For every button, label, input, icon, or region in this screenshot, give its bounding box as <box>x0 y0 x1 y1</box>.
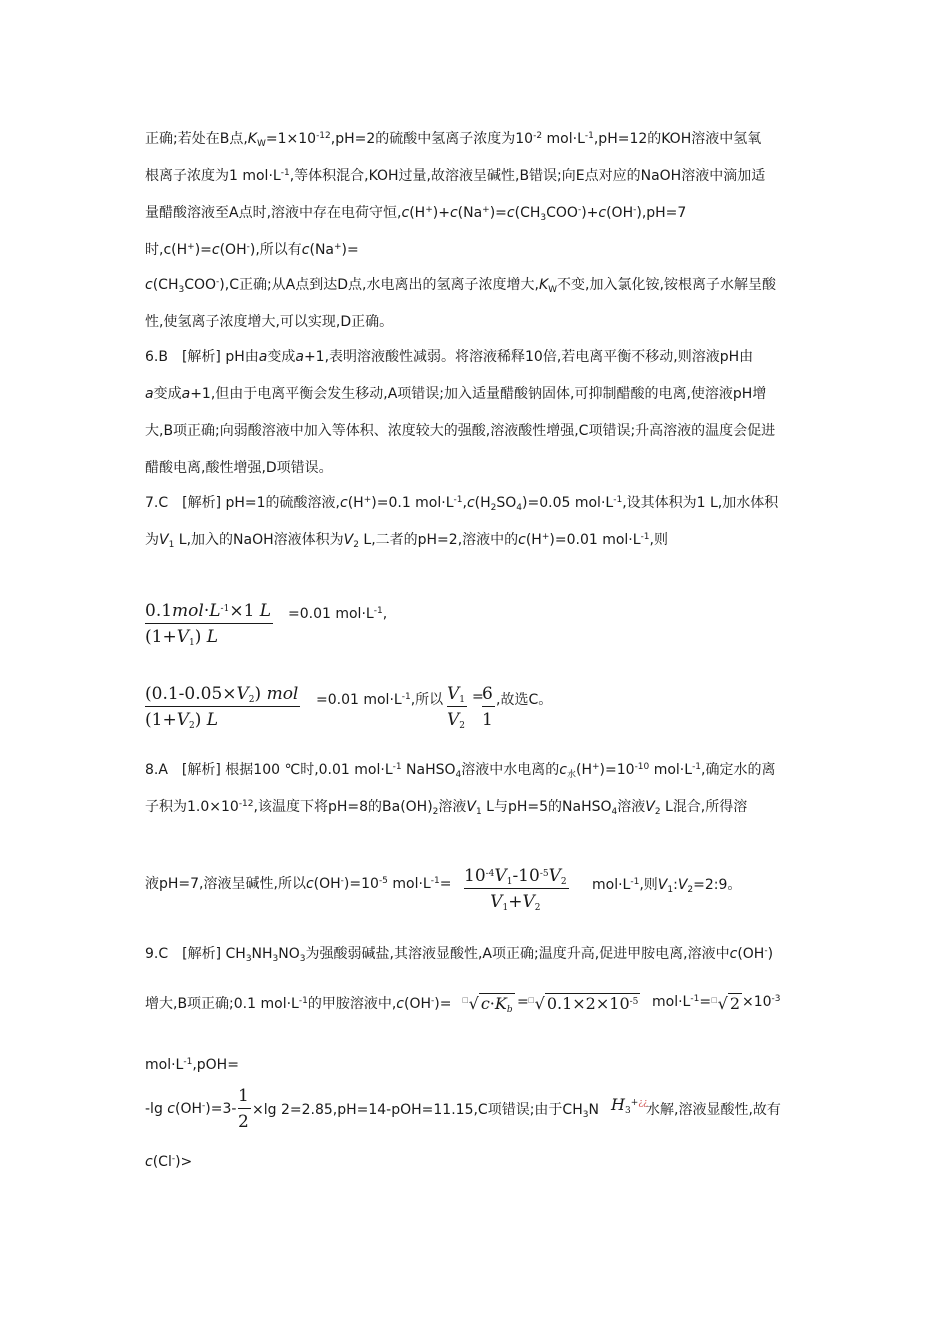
text-line: 正确;若处在B点$,K_W=1\times 10^{-12},pH=2$的硫酸中氢离子浓度为$10^{-2}$ $mol\cdot L^{-1},pH=12$的KOH溶液中氢氧 <box>145 131 762 149</box>
answer-9-line: $mol\cdot L^{-1},pOH=$ <box>145 1057 239 1073</box>
equation-tail: $mol\cdot L^{-1}=$ <box>652 994 712 1010</box>
equation-tail: =0.01 $mol\cdot L^{-1}$,所以 <box>316 692 444 708</box>
answer-7-line: 7.C [解析] pH=1的硫酸溶液,c(H+)=0.1 $mol\cdot L^{-1},c(H_2SO_4)=0.05$ $mol\cdot L^{-1}$,设其体积为1 L,加水体积 <box>145 495 779 513</box>
sqrt-expression: □√ 2 <box>711 994 741 1013</box>
text-line: $c(CH_3COO^-),C$正确;从A点到达D点,水电离出的氢离子浓度增大$,K_W$不变,加入氯化铵,铵根离子水解呈酸 <box>145 277 776 295</box>
ion-formula: $H_3^{+¿¿}$ <box>611 1095 648 1116</box>
answer-6-line: 醋酸电离,酸性增强,D项错误。 <box>145 460 333 476</box>
answer-8-line: 液pH=7,溶液呈碱性,所以$c(OH^-)=10^{-5}$ $mol\cdot L^{-1}=$ <box>145 876 452 892</box>
answer-9-line: ×lg 2=2.85,pH=14-pOH=11.15,C项错误;由于$CH_3N$ <box>252 1102 599 1120</box>
fraction-ratio-value: $\frac{6}{1}$ <box>482 684 493 730</box>
text-line: 性,使氢离子浓度增大,可以实现,D正确。 <box>145 314 394 330</box>
equation-tail: $\times 10^{-3}$ <box>742 994 781 1010</box>
equation-tail: =0.01 $mol\cdot L^{-1}$, <box>288 606 388 622</box>
fraction-volume-1: $0.1mol\cdot L^{-1}\times 1$ L $(1+V_1)$ L <box>145 601 272 648</box>
answer-9-line: 增大,B项正确;0.1 $mol\cdot L^{-1}$的甲胺溶液中,c(OH-)= <box>145 996 452 1012</box>
answer-6-line: 大,B项正确;向弱酸溶液中加入等体积、浓度较大的强酸,溶液酸性增强,C项错误;升高溶液的温度会促进 <box>145 423 776 439</box>
answer-9-line: c(Cl-)> <box>145 1154 193 1170</box>
equals-sign: = <box>517 994 529 1010</box>
equation-tail: ,故选C。 <box>496 692 553 708</box>
fraction-ratio-v: $\frac{V_1}{V_2}$ <box>447 684 466 731</box>
text-line: 量醋酸溶液至A点时,溶液中存在电荷守恒$,c(H^+)+c(Na^+)=c(CH_3COO^-)+c(OH^-),pH=7$ <box>145 205 687 223</box>
fraction-half: $\frac{1}{2}$ <box>238 1086 249 1132</box>
text-line: 根离子浓度为1 $mol\cdot L^{-1}$,等体积混合,KOH过量,故溶液呈碱性,B错误;向E点对应的NaOH溶液中滴加适 <box>145 168 766 184</box>
answer-8-line: 子积为$1.0\times 10^{-12}$,该温度下将pH=8的$Ba(OH)_2$溶液$V_1$ L与pH=5的NaHSO$_4$溶液$V_2$ L混合,所得溶 <box>145 799 748 817</box>
answer-6-line: 6.B [解析] pH由a变成a+1,表明溶液酸性减弱。将溶液稀释10倍,若电离平衡不移动,则溶液pH由 <box>145 349 754 365</box>
sqrt-expression: □√ $c\cdot K_b$ <box>462 994 513 1015</box>
answer-9-line: -lg c(OH-)=3- <box>145 1101 237 1117</box>
fraction-ph-mix: $\frac{10^{-4}V_1-10^{-5}V_2}{V_1+V_2}$ <box>464 866 567 913</box>
answer-8-line: 8.A [解析] 根据100 ℃时,0.01 $mol\cdot L^{-1}$ NaHSO$_4$溶液中水电离的$c_水(H^+)=10^{-10}$ $mol\cdot L^{-1}$,确定水的离 <box>145 762 776 780</box>
fraction-volume-2: $(0.1-0.05\times V_2)$ mol $(1+V_2)$ L <box>145 684 299 731</box>
answer-9-line: 9.C [解析] $CH_3NH_3NO_3$为强酸弱碱盐,其溶液显酸性,A项正确;温度升高,促进甲胺电离,溶液中c(OH-) <box>145 946 774 964</box>
sqrt-expression: □√ $0.1\times 2\times 10^{-5}$ <box>528 994 639 1013</box>
answer-9-line: 水解,溶液显酸性,故有 <box>646 1102 781 1118</box>
equation-tail: $mol\cdot L^{-1}$,则$V_1:V_2=2:9$。 <box>592 877 742 895</box>
text-line: 时,c(H+)=c(OH-),所以有c(Na+)= <box>145 242 359 258</box>
answer-7-line: 为$V_1$ L,加入的NaOH溶液体积为$V_2$ L,二者的pH=2,溶液中的c(H+)=0.01 $mol\cdot L^{-1}$,则 <box>145 532 668 550</box>
answer-6-line: a变成a+1,但由于电离平衡会发生移动,A项错误;加入适量醋酸钠固体,可抑制醋酸的电离,使溶液pH增 <box>145 386 767 402</box>
equals-sign: = <box>472 689 484 705</box>
